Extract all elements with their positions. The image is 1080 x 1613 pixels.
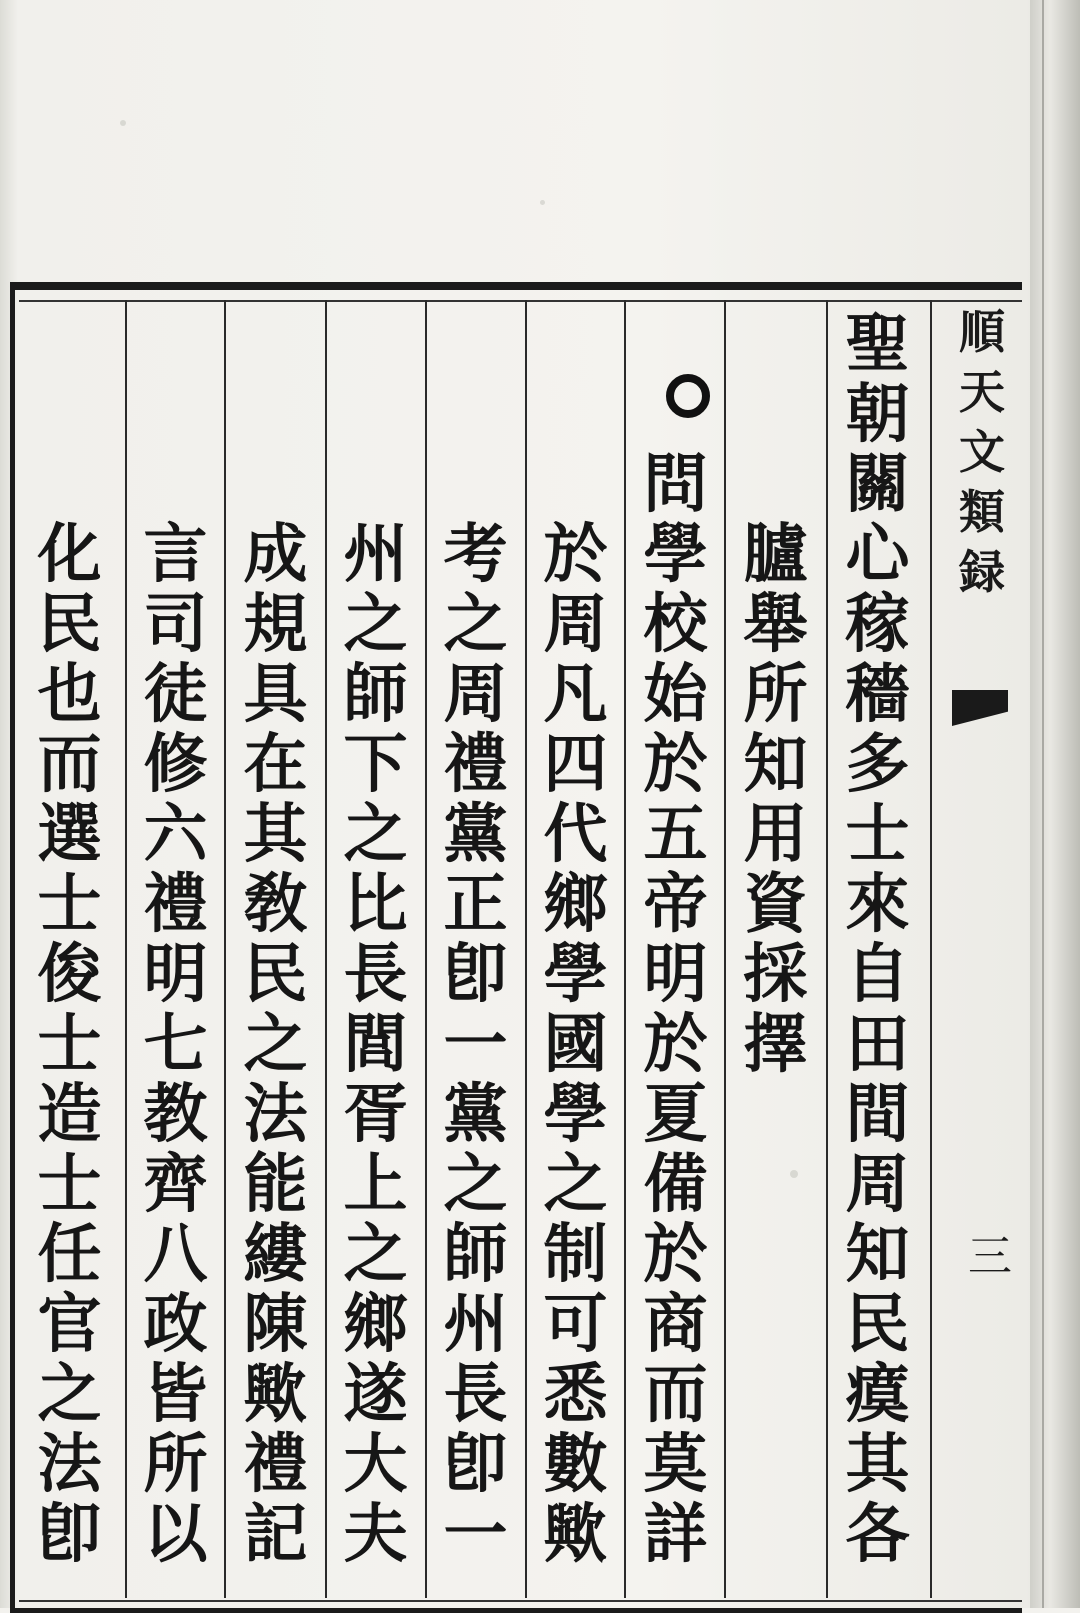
text-column-3 xyxy=(628,447,723,1572)
paper-spot xyxy=(540,200,545,205)
text-column-7 xyxy=(228,517,323,1572)
column-char: 朝 xyxy=(845,377,910,452)
column-char: 之 xyxy=(443,587,508,662)
column-char: 多 xyxy=(845,727,910,802)
column-char: 成 xyxy=(243,517,308,592)
column-char: 之 xyxy=(343,797,408,872)
column-char: 五 xyxy=(643,797,708,872)
column-char: 禮 xyxy=(143,867,208,942)
column-char: 卽 xyxy=(37,1497,102,1572)
column-rule xyxy=(826,300,828,1598)
title-char: 文 xyxy=(959,425,1005,479)
column-char: 鄉 xyxy=(343,1287,408,1362)
column-char: 師 xyxy=(443,1217,508,1292)
column-char: 選 xyxy=(37,797,102,872)
column-char: 四 xyxy=(543,727,608,802)
column-char: 胥 xyxy=(343,1077,408,1152)
column-char: 修 xyxy=(143,727,208,802)
column-char: 敎 xyxy=(243,867,308,942)
column-char: 商 xyxy=(643,1287,708,1362)
column-char: 於 xyxy=(643,1007,708,1082)
column-char: 規 xyxy=(243,587,308,662)
text-column-2 xyxy=(728,517,823,1082)
paper-spot xyxy=(120,120,126,126)
column-char: 間 xyxy=(845,1077,910,1152)
column-char: 始 xyxy=(643,657,708,732)
column-char: 而 xyxy=(37,727,102,802)
column-char: 士 xyxy=(845,797,910,872)
column-char: 齊 xyxy=(143,1147,208,1222)
column-char: 之 xyxy=(543,1147,608,1222)
column-char: 法 xyxy=(243,1077,308,1152)
column-char: 正 xyxy=(443,867,508,942)
column-char: 閭 xyxy=(343,1007,408,1082)
column-char: 其 xyxy=(243,797,308,872)
title-char: 天 xyxy=(959,365,1005,419)
column-char: 比 xyxy=(343,867,408,942)
column-char: 於 xyxy=(643,727,708,802)
column-char: 詳 xyxy=(643,1497,708,1572)
column-char: 舉 xyxy=(743,587,808,662)
column-char: 關 xyxy=(845,447,910,522)
column-char: 知 xyxy=(743,727,808,802)
column-char: 州 xyxy=(343,517,408,592)
column-char: 學 xyxy=(543,937,608,1012)
column-char: 學 xyxy=(543,1077,608,1152)
column-char: 言 xyxy=(143,517,208,592)
text-column-8 xyxy=(128,517,223,1572)
column-char: 縷 xyxy=(243,1217,308,1292)
column-rule xyxy=(325,300,327,1598)
column-char: 在 xyxy=(243,727,308,802)
column-char: 黨 xyxy=(443,797,508,872)
column-char: 所 xyxy=(143,1427,208,1502)
text-column-5 xyxy=(428,517,523,1572)
column-char: 周 xyxy=(845,1147,910,1222)
column-char: 長 xyxy=(443,1357,508,1432)
column-char: 具 xyxy=(243,657,308,732)
column-char: 師 xyxy=(343,657,408,732)
column-char: 國 xyxy=(543,1007,608,1082)
column-char: 化 xyxy=(37,517,102,592)
column-char: 徒 xyxy=(143,657,208,732)
column-char: 歟 xyxy=(543,1497,608,1572)
column-char: 下 xyxy=(343,727,408,802)
column-char: 聖 xyxy=(845,307,910,382)
column-char: 資 xyxy=(743,867,808,942)
column-char: 代 xyxy=(543,797,608,872)
page-edge xyxy=(1030,0,1080,1608)
column-char: 瘼 xyxy=(845,1357,910,1432)
circle-mark xyxy=(666,374,710,418)
column-char: 其 xyxy=(845,1427,910,1502)
column-char: 士 xyxy=(37,1147,102,1222)
column-char: 來 xyxy=(845,867,910,942)
column-char: 上 xyxy=(343,1147,408,1222)
column-char: 記 xyxy=(243,1497,308,1572)
column-char: 民 xyxy=(845,1287,910,1362)
folio-number: 三 xyxy=(968,1231,1012,1282)
column-char: 州 xyxy=(443,1287,508,1362)
column-char: 一 xyxy=(443,1007,508,1082)
column-char: 凡 xyxy=(543,657,608,732)
column-char: 用 xyxy=(743,797,808,872)
column-char: 六 xyxy=(143,797,208,872)
column-char: 知 xyxy=(845,1217,910,1292)
column-char: 黨 xyxy=(443,1077,508,1152)
column-char: 周 xyxy=(543,587,608,662)
column-char: 士 xyxy=(37,867,102,942)
column-char: 備 xyxy=(643,1147,708,1222)
column-char: 卽 xyxy=(443,1427,508,1502)
column-char: 禮 xyxy=(243,1427,308,1502)
column-char: 之 xyxy=(343,1217,408,1292)
column-char: 之 xyxy=(343,587,408,662)
column-char: 之 xyxy=(443,1147,508,1222)
column-rule xyxy=(930,300,932,1598)
column-char: 七 xyxy=(143,1007,208,1082)
column-char: 制 xyxy=(543,1217,608,1292)
column-char: 俊 xyxy=(37,937,102,1012)
column-char: 士 xyxy=(37,1007,102,1082)
column-char: 任 xyxy=(37,1217,102,1292)
column-char: 臚 xyxy=(743,517,808,592)
column-rule xyxy=(724,300,726,1598)
text-column-1 xyxy=(830,307,925,1572)
column-char: 司 xyxy=(143,587,208,662)
column-char: 陳 xyxy=(243,1287,308,1362)
column-char: 擇 xyxy=(743,1007,808,1082)
column-char: 夫 xyxy=(343,1497,408,1572)
column-char: 自 xyxy=(845,937,910,1012)
column-char: 稼 xyxy=(845,587,910,662)
column-char: 民 xyxy=(37,587,102,662)
column-char: 於 xyxy=(543,517,608,592)
block-heart-title xyxy=(960,302,1004,602)
column-char: 明 xyxy=(143,937,208,1012)
column-char: 各 xyxy=(845,1497,910,1572)
column-char: 以 xyxy=(143,1497,208,1572)
column-char: 鄉 xyxy=(543,867,608,942)
column-char: 所 xyxy=(743,657,808,732)
column-rule xyxy=(525,300,527,1598)
column-char: 穡 xyxy=(845,657,910,732)
column-char: 數 xyxy=(543,1427,608,1502)
title-char: 録 xyxy=(959,545,1005,599)
column-char: 能 xyxy=(243,1147,308,1222)
column-char: 遂 xyxy=(343,1357,408,1432)
column-rule xyxy=(624,300,626,1598)
column-char: 悉 xyxy=(543,1357,608,1432)
column-char: 之 xyxy=(243,1007,308,1082)
column-char: 造 xyxy=(37,1077,102,1152)
column-char: 禮 xyxy=(443,727,508,802)
column-char: 大 xyxy=(343,1427,408,1502)
text-column-4 xyxy=(528,517,623,1572)
column-char: 田 xyxy=(845,1007,910,1082)
column-char: 明 xyxy=(643,937,708,1012)
text-column-6 xyxy=(328,517,423,1572)
title-char: 類 xyxy=(959,485,1005,539)
column-rule xyxy=(224,300,226,1598)
column-char: 考 xyxy=(443,517,508,592)
column-char: 法 xyxy=(37,1427,102,1502)
column-char: 也 xyxy=(37,657,102,732)
column-char: 校 xyxy=(643,587,708,662)
title-char: 順 xyxy=(959,305,1005,359)
column-char: 可 xyxy=(543,1287,608,1362)
column-char: 問 xyxy=(643,447,708,522)
column-char: 帝 xyxy=(643,867,708,942)
column-char: 夏 xyxy=(643,1077,708,1152)
column-char: 而 xyxy=(643,1357,708,1432)
column-char: 學 xyxy=(643,517,708,592)
column-char: 歟 xyxy=(243,1357,308,1432)
column-char: 心 xyxy=(845,517,910,592)
column-char: 八 xyxy=(143,1217,208,1292)
column-char: 於 xyxy=(643,1217,708,1292)
column-rule xyxy=(125,300,127,1598)
column-char: 卽 xyxy=(443,937,508,1012)
column-char: 周 xyxy=(443,657,508,732)
column-char: 一 xyxy=(443,1497,508,1572)
column-char: 教 xyxy=(143,1077,208,1152)
column-char: 皆 xyxy=(143,1357,208,1432)
column-char: 長 xyxy=(343,937,408,1012)
column-char: 之 xyxy=(37,1357,102,1432)
column-char: 採 xyxy=(743,937,808,1012)
column-char: 民 xyxy=(243,937,308,1012)
column-char: 官 xyxy=(37,1287,102,1362)
column-char: 政 xyxy=(143,1287,208,1362)
column-char: 莫 xyxy=(643,1427,708,1502)
column-rule xyxy=(425,300,427,1598)
text-column-9 xyxy=(22,517,117,1572)
